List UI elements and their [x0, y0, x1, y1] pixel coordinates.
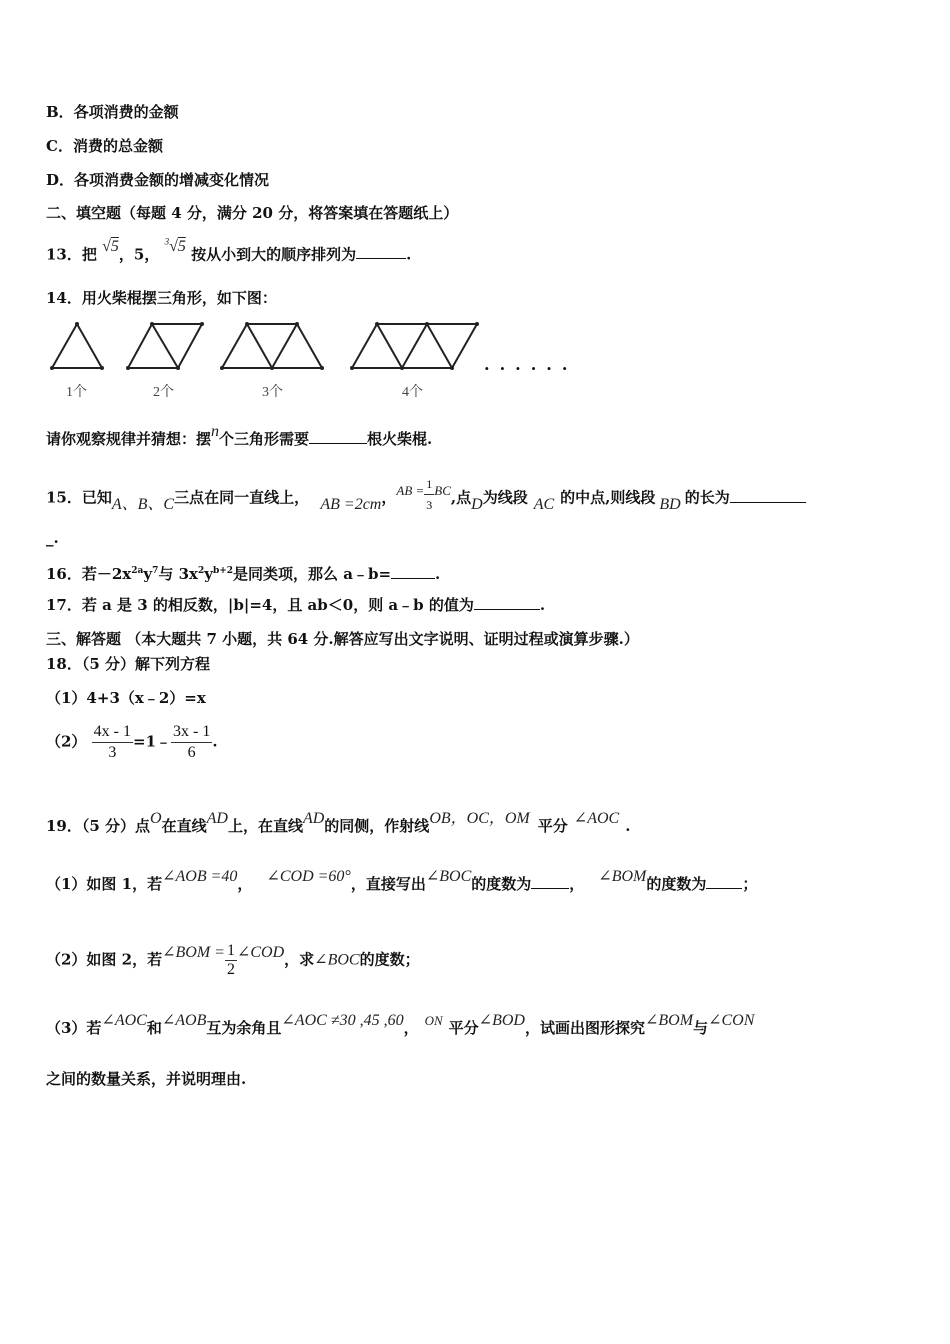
q15-text-c: ,点 [450, 488, 472, 507]
guess-text-a: 请你观察规律并猜想：摆 [46, 430, 212, 448]
q15-text-f: 的长为 [684, 488, 730, 507]
angle-aoc-3: ∠AOC [101, 1012, 147, 1029]
point-o: O [150, 810, 162, 827]
cbrt-arg: 5 [177, 238, 186, 256]
p2-text-c: 的度数； [359, 950, 420, 969]
p2-text-b: ，求 [284, 950, 315, 969]
q13-num: 13．把 [46, 245, 97, 264]
q19-text-c: 上，在直线 [227, 817, 303, 835]
q19-text-e: 平分 [537, 817, 568, 835]
p3-text-g: 与 [693, 1019, 709, 1037]
ellipsis-dots: ...... [484, 355, 578, 374]
q13-rest: 按从小到大的顺序排列为 [191, 245, 357, 264]
q19-part2 [46, 942, 420, 979]
q18-end: . [212, 732, 218, 751]
cbrt-index: 3 [164, 237, 170, 247]
fraction-3x-1-over-6: $\frac{3x - 1}{6}$ [173, 723, 211, 761]
q13-sep: ，5， [118, 245, 160, 264]
q17-end: . [539, 596, 546, 614]
label-1: 1个 [66, 385, 87, 400]
q19-stem [46, 810, 631, 837]
answer-blank[interactable] [706, 874, 742, 889]
p2-text-a: （2）如图 2，若 [46, 950, 163, 969]
rays: OB，OC，OM [429, 810, 530, 827]
triangle-1 [52, 324, 102, 368]
q16 [46, 561, 440, 584]
angle-condition: ∠AOC ≠30 ,45 ,60 [281, 1012, 404, 1029]
points-abc: A、B、C [111, 495, 175, 513]
angle-cod: ∠COD [236, 943, 285, 961]
option-c: C．消费的总金额 [46, 137, 163, 155]
ab-equals: AB =2cm [320, 495, 382, 513]
answer-blank[interactable] [730, 488, 806, 503]
p1-text-c: 的度数为 [471, 875, 532, 893]
q15-text-b: 三点在同一直线上， [174, 488, 310, 507]
q19-part3 [46, 1012, 755, 1039]
angle-boc: ∠BOC [425, 868, 472, 885]
section3-heading: 三、解答题 （本大题共 7 小题，共 64 分.解答应写出文字说明、证明过程或演算步骤.） [46, 630, 639, 648]
point-d: D [471, 495, 483, 513]
ray-on: ON [424, 1013, 443, 1028]
p3-text-e: 平分 [448, 1019, 479, 1037]
angle-aob-40: ∠AOB =40 [162, 868, 238, 885]
p1-sep: ， [237, 875, 253, 893]
exp-2a: 2a [131, 566, 144, 576]
q18-title: 18．（5 分）解下列方程 [46, 655, 211, 673]
q16-y: y [143, 565, 153, 583]
option-b: B．各项消费的金额 [46, 103, 179, 121]
label-2: 2个 [153, 385, 174, 400]
fraction-half: $\frac{1}{2}$ [226, 942, 235, 978]
label-3: 3个 [262, 385, 283, 400]
exp-2: 2 [197, 566, 205, 576]
angle-cod-60: ∠COD =60° [266, 868, 351, 885]
matchstick-triangles-figure [40, 316, 490, 376]
q19-end: . [625, 817, 631, 835]
angle-aob-3: ∠AOB [161, 1012, 207, 1029]
triangle-4 [352, 324, 477, 368]
q14-prompt: 14．用火柴棍摆三角形，如下图： [46, 289, 277, 307]
p1-text-b: ，直接写出 [350, 875, 426, 893]
fraction-4x-1-over-3: $\frac{4x - 1}{3}$ [93, 723, 131, 761]
triangle-3 [222, 324, 322, 368]
exp-b2: b+2 [212, 566, 234, 576]
fraction-one-third: $\frac{1}{3}$ [424, 474, 434, 515]
section2-heading: 二、填空题（每题 4 分，满分 20 分，将答案填在答题纸上） [46, 204, 459, 222]
angle-bom-3: ∠BOM [644, 1012, 694, 1029]
exp-7: 7 [152, 566, 159, 576]
sqrt-arg: 5 [110, 238, 119, 256]
q14-guess [46, 423, 433, 450]
p3-text-d: ， [403, 1019, 419, 1037]
q16-text-a: 16．若－2x [46, 565, 132, 583]
q15-tail: _. [46, 529, 59, 547]
q19-text-d: 的同侧，作射线 [324, 817, 430, 835]
p3-text-b: 和 [146, 1019, 162, 1037]
p1-text-a: （1）如图 1，若 [46, 875, 163, 893]
q19-text-a: 19．（5 分）点 [46, 817, 151, 835]
q15-text-e: 的中点,则线段 [560, 488, 656, 507]
p3-text-f: ，试画出图形探究 [524, 1019, 645, 1037]
p1-text-e: 的度数为 [646, 875, 707, 893]
q16-text-c: 与 3x [158, 565, 198, 583]
q18-part2 [46, 722, 218, 763]
label-4: 4个 [402, 385, 423, 400]
angle-bom: ∠BOM [598, 868, 647, 885]
angle-aoc: ∠AOC [573, 810, 620, 827]
guess-text-c: 根火柴棍. [367, 430, 433, 448]
p1-text-d: ， [569, 875, 585, 893]
answer-blank[interactable] [391, 564, 435, 579]
q13-end: . [406, 245, 412, 264]
ab-equals-2: AB = [396, 482, 425, 498]
q19-text-b: 在直线 [161, 817, 207, 835]
angle-boc-2: ∠BOC [314, 951, 360, 969]
angle-bod: ∠BOD [478, 1012, 525, 1029]
q19-part3-last: 之间的数量关系，并说明理由. [46, 1070, 247, 1088]
q16-y2: y [204, 565, 213, 583]
p1-end: ； [742, 875, 758, 893]
q18-mid: =1﹣ [133, 732, 172, 751]
var-n: n [211, 423, 220, 440]
segment-bd: BD [659, 495, 681, 513]
sqrt5: √5 [102, 238, 119, 256]
q17-text: 17．若 a 是 3 的相反数，|b|=4，且 ab＜0，则 a﹣b 的值为 [46, 596, 474, 614]
angle-con: ∠CON [708, 1012, 755, 1029]
q17 [46, 595, 545, 615]
triangle-2 [128, 324, 202, 368]
guess-text-b: 个三角形需要 [219, 430, 310, 448]
q15-text-d: 为线段 [482, 488, 528, 507]
answer-blank[interactable] [531, 874, 569, 889]
answer-blank[interactable] [356, 244, 406, 259]
q18-part1: （1）4+3（x﹣2）=x [46, 689, 206, 707]
option-d: D．各项消费金额的增减变化情况 [46, 171, 270, 189]
q15 [46, 478, 806, 519]
line-ad-2: AD [302, 810, 325, 827]
segment-ac: AC [533, 495, 555, 513]
angle-bom-eq: ∠BOM = [162, 943, 225, 961]
q15-comma: ， [381, 488, 397, 507]
p3-text-c: 互为余角且 [206, 1019, 282, 1037]
q16-text-e: 是同类项，那么 a﹣b= [233, 565, 392, 583]
line-ad: AD [206, 810, 228, 827]
q18-p2-label: （2） [46, 732, 87, 751]
q13 [46, 237, 412, 265]
q15-text-a: 15．已知 [46, 488, 112, 507]
cbrt5: $^3$√5 [164, 237, 186, 256]
q16-end: . [435, 565, 441, 583]
bc: BC [434, 482, 451, 498]
answer-blank[interactable] [309, 429, 367, 444]
p3-text-a: （3）若 [46, 1019, 102, 1037]
answer-blank[interactable] [474, 595, 540, 610]
q19-part1 [46, 868, 758, 895]
